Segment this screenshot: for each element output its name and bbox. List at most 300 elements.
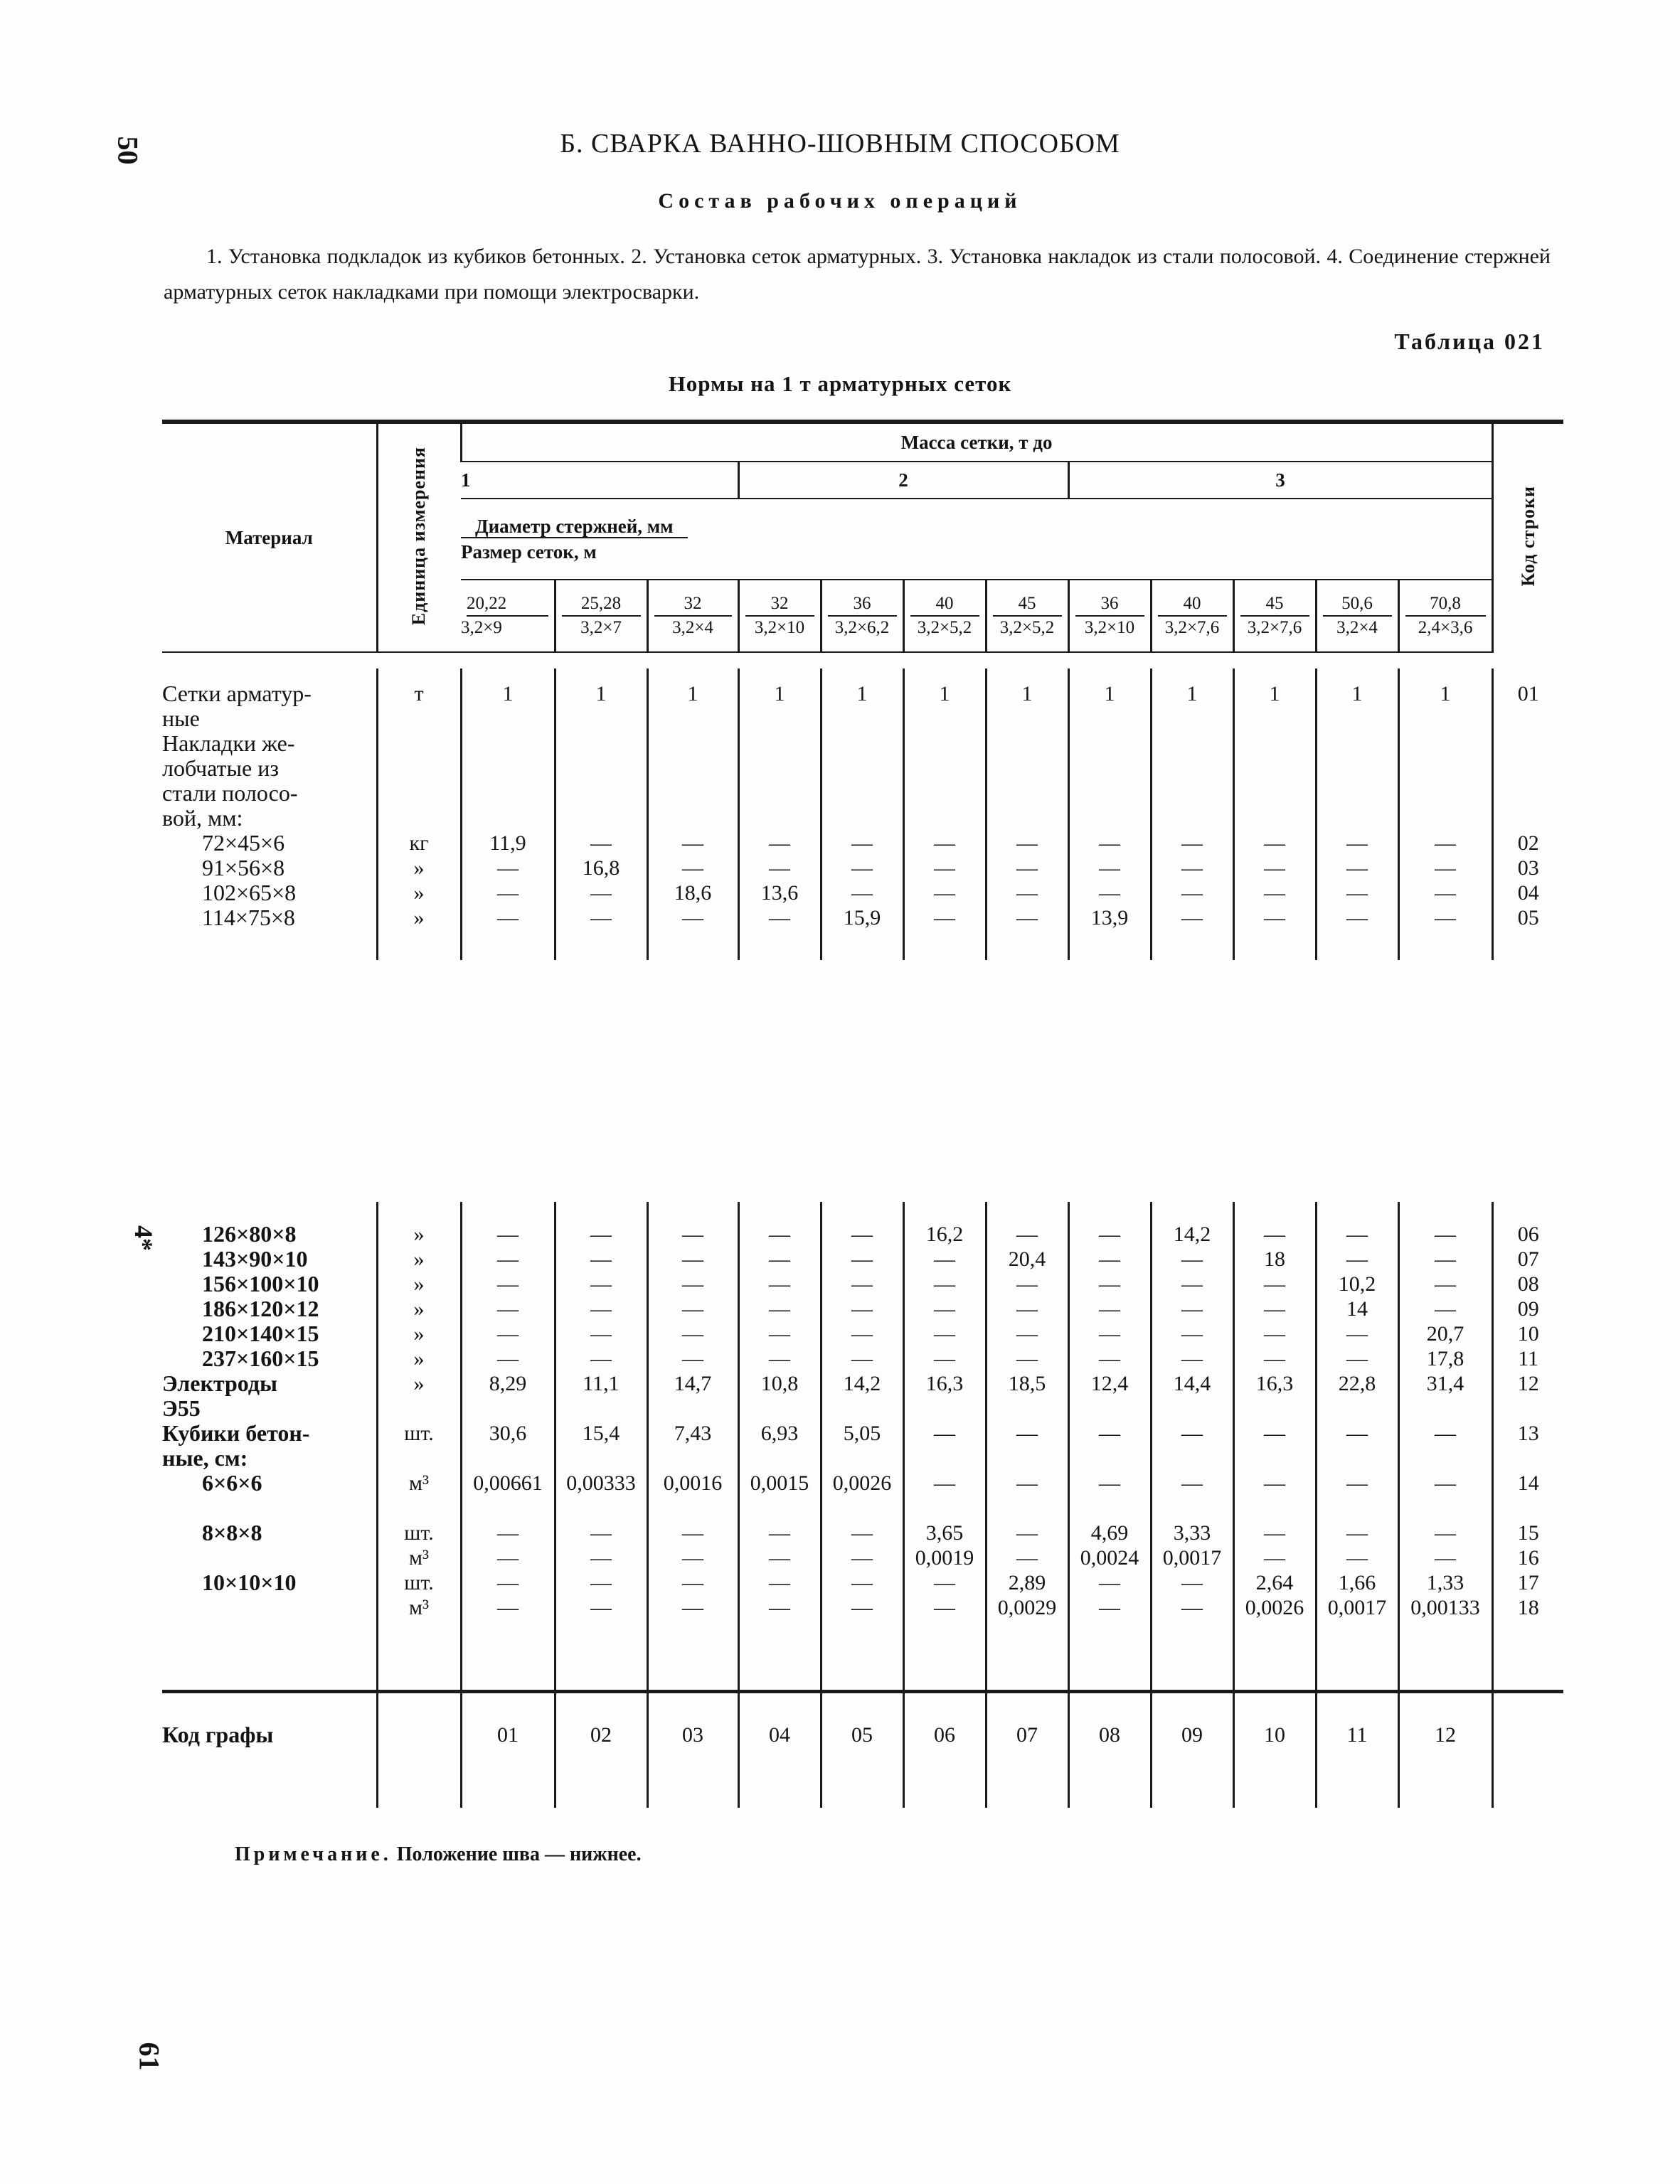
material-line: 156×100×10 xyxy=(202,1271,319,1296)
value-line: — xyxy=(934,1571,955,1594)
value-line: 16,8 xyxy=(582,856,620,880)
header-mass-group-3: 3 xyxy=(1068,462,1492,499)
norms-table-block-2 xyxy=(162,1202,1563,1693)
column-code-11: 11 xyxy=(1316,1693,1398,1808)
value-line: — xyxy=(851,1272,873,1296)
value-line: 15,4 xyxy=(582,1422,620,1445)
value-column-10 xyxy=(1233,668,1316,960)
value-line: — xyxy=(1181,1571,1203,1594)
value-column-8 xyxy=(1068,1202,1151,1692)
value-line: 1 xyxy=(687,682,698,705)
value-line: — xyxy=(497,1247,519,1271)
value-line xyxy=(1400,1396,1492,1421)
header-col-diameter: 45 xyxy=(993,594,1062,617)
value-line: — xyxy=(1181,1471,1203,1495)
value-line: — xyxy=(497,1347,519,1370)
value-line xyxy=(822,1396,903,1421)
value-column-10 xyxy=(1233,1202,1316,1692)
value-line: — xyxy=(1346,1521,1368,1545)
value-line xyxy=(987,1396,1068,1421)
header-col-7 xyxy=(986,580,1068,652)
value-line: 14 xyxy=(1346,1297,1368,1321)
row-code-line: 10 xyxy=(1517,1322,1539,1346)
unit-line xyxy=(378,1396,460,1421)
material-line: 10×10×10 xyxy=(202,1570,297,1595)
material-line: Электроды xyxy=(162,1370,278,1396)
header-col-size: 3,2×7,6 xyxy=(1247,618,1302,637)
value-line: 0,0026 xyxy=(832,1471,892,1495)
header-col-3 xyxy=(647,580,738,652)
material-line: Э55 xyxy=(162,1395,201,1421)
value-line: 8,29 xyxy=(489,1372,527,1395)
value-line xyxy=(649,731,738,756)
unit-line: » xyxy=(413,1347,425,1370)
value-line: 0,0016 xyxy=(663,1471,723,1495)
column-code-row xyxy=(162,1693,1563,1808)
value-line: — xyxy=(1016,1347,1038,1370)
value-line: — xyxy=(1016,1297,1038,1321)
value-line: — xyxy=(1181,1322,1203,1346)
value-line xyxy=(822,781,903,806)
material-line: 237×160×15 xyxy=(202,1346,319,1371)
value-column-7 xyxy=(986,1202,1068,1692)
material-line: 114×75×8 xyxy=(202,905,295,930)
header-mass: Масса сетки, т до xyxy=(461,422,1492,462)
value-column-8 xyxy=(1068,668,1151,960)
value-line: — xyxy=(497,1546,519,1570)
value-line xyxy=(1152,781,1233,806)
unit-line: м³ xyxy=(409,1471,429,1495)
value-line: 14,7 xyxy=(674,1372,712,1395)
value-line: 1 xyxy=(1440,682,1451,705)
value-line xyxy=(1235,731,1315,756)
value-line: 1 xyxy=(856,682,868,705)
value-line: — xyxy=(682,1521,703,1545)
header-material: Материал xyxy=(162,422,377,652)
value-line: — xyxy=(590,906,612,929)
value-line xyxy=(1317,781,1398,806)
material-line: 186×120×12 xyxy=(202,1296,319,1321)
value-line: 3,33 xyxy=(1173,1521,1211,1545)
value-line: — xyxy=(682,1546,703,1570)
header-col-9 xyxy=(1151,580,1233,652)
value-line xyxy=(1317,1396,1398,1421)
value-line: — xyxy=(682,1272,703,1296)
value-line: — xyxy=(590,831,612,855)
column-code-9: 09 xyxy=(1151,1693,1233,1808)
value-line xyxy=(987,806,1068,831)
value-line: 17,8 xyxy=(1426,1347,1464,1370)
value-line: — xyxy=(1435,1422,1456,1445)
header-col-diameter: 25,28 xyxy=(562,594,641,617)
value-line: — xyxy=(851,831,873,855)
value-line: — xyxy=(934,1596,955,1619)
value-line: — xyxy=(934,1322,955,1346)
value-line: — xyxy=(1435,1222,1456,1246)
value-line: — xyxy=(682,1222,703,1246)
value-line xyxy=(740,781,820,806)
header-col-12 xyxy=(1398,580,1492,652)
material-line: Кубики бетон- xyxy=(162,1420,310,1446)
value-line xyxy=(1070,731,1150,756)
value-line: — xyxy=(497,1322,519,1346)
operations-text: 1. Установка подкладок из кубиков бетонных. 2. Установка сеток арматурных. 3. Установка накладок из стали полосовой. 4. Соединение стержней арматурных сеток накладками при помощи электросварки. xyxy=(164,245,1551,304)
value-line xyxy=(556,1496,647,1520)
header-col-diameter: 32 xyxy=(745,594,814,617)
value-column-3 xyxy=(647,668,738,960)
value-line: — xyxy=(590,1322,612,1346)
value-line: — xyxy=(1435,1272,1456,1296)
value-line: 0,00661 xyxy=(473,1471,543,1495)
value-line xyxy=(1235,756,1315,781)
value-line: — xyxy=(1181,1272,1203,1296)
value-line: — xyxy=(934,1471,955,1495)
value-line: 1 xyxy=(774,682,785,705)
value-line: 1 xyxy=(1104,682,1115,705)
header-col-diameter: 32 xyxy=(654,594,732,617)
header-col-size: 2,4×3,6 xyxy=(1418,618,1473,637)
header-col-1 xyxy=(461,580,555,652)
value-line xyxy=(1070,781,1150,806)
value-line: 0,0026 xyxy=(1245,1596,1304,1619)
value-line xyxy=(462,1446,554,1471)
value-line: — xyxy=(1264,831,1285,855)
value-line: — xyxy=(851,1596,873,1619)
value-line: — xyxy=(934,1247,955,1271)
value-line: — xyxy=(682,831,703,855)
unit-line: » xyxy=(413,856,425,880)
row-code-line: 15 xyxy=(1517,1521,1539,1545)
value-line xyxy=(822,756,903,781)
value-line: — xyxy=(497,856,519,880)
value-column-1 xyxy=(461,1202,555,1692)
material-line: 210×140×15 xyxy=(202,1321,319,1346)
value-line xyxy=(740,1396,820,1421)
column-code-12: 12 xyxy=(1398,1693,1492,1808)
value-line: — xyxy=(1016,1521,1038,1545)
value-line: — xyxy=(851,1222,873,1246)
value-line: 0,00133 xyxy=(1410,1596,1480,1619)
value-line: — xyxy=(1264,1222,1285,1246)
value-column-6 xyxy=(903,1202,986,1692)
value-column-11 xyxy=(1316,668,1398,960)
table-caption: Нормы на 1 т арматурных сеток xyxy=(668,371,1012,396)
value-line: 10,2 xyxy=(1338,1272,1376,1296)
value-line: — xyxy=(682,1297,703,1321)
value-line xyxy=(987,731,1068,756)
value-line: — xyxy=(1346,1247,1368,1271)
row-code-line: 08 xyxy=(1517,1272,1539,1296)
value-line xyxy=(1152,1496,1233,1520)
value-line: 22,8 xyxy=(1338,1372,1376,1395)
column-code-2: 02 xyxy=(555,1693,647,1808)
value-line xyxy=(1235,706,1315,731)
value-line xyxy=(1317,806,1398,831)
material-cell xyxy=(162,1202,377,1692)
value-line: — xyxy=(851,1571,873,1594)
value-line xyxy=(740,1446,820,1471)
value-line: — xyxy=(1181,906,1203,929)
row-code-line: 07 xyxy=(1517,1247,1539,1271)
value-line xyxy=(649,756,738,781)
value-line xyxy=(1070,756,1150,781)
value-line: — xyxy=(682,1322,703,1346)
value-line: — xyxy=(682,1596,703,1619)
value-line: — xyxy=(1435,881,1456,905)
unit-line: » xyxy=(413,1372,425,1395)
unit-cell xyxy=(377,668,461,960)
value-line: 0,0017 xyxy=(1327,1596,1387,1619)
value-line: — xyxy=(769,906,790,929)
material-line xyxy=(162,1595,376,1620)
value-line xyxy=(556,706,647,731)
unit-line: шт. xyxy=(404,1521,434,1545)
value-line: — xyxy=(1435,831,1456,855)
value-line: — xyxy=(497,1571,519,1594)
value-line xyxy=(987,1446,1068,1471)
value-line: — xyxy=(851,1322,873,1346)
value-line: — xyxy=(1181,1347,1203,1370)
header-col-diameter: 40 xyxy=(1158,594,1227,617)
value-line xyxy=(1152,1396,1233,1421)
header-mass-group-1: 1 xyxy=(461,462,738,499)
row-code-line: 13 xyxy=(1517,1422,1539,1445)
norms-table-header xyxy=(162,420,1563,653)
value-line: 1 xyxy=(1351,682,1363,705)
value-line: — xyxy=(1346,831,1368,855)
value-line: — xyxy=(1099,1322,1120,1346)
value-line: — xyxy=(934,856,955,880)
section-title: Б. СВАРКА ВАННО-ШОВНЫМ СПОСОБОМ xyxy=(560,129,1120,159)
material-line: Накладки же- xyxy=(162,730,295,756)
value-line xyxy=(1400,1496,1492,1520)
value-line xyxy=(1070,706,1150,731)
value-line xyxy=(1317,706,1398,731)
row-code-line: 06 xyxy=(1517,1222,1539,1246)
value-line: — xyxy=(1099,1471,1120,1495)
value-line: — xyxy=(590,1546,612,1570)
value-line: 5,05 xyxy=(843,1422,881,1445)
row-code-cell xyxy=(1492,668,1563,960)
material-line: 126×80×8 xyxy=(202,1221,297,1247)
header-col-2 xyxy=(555,580,647,652)
row-code-line xyxy=(1494,806,1564,831)
value-line: — xyxy=(1181,881,1203,905)
value-line: 14,4 xyxy=(1173,1372,1211,1395)
value-line: 31,4 xyxy=(1426,1372,1464,1395)
row-code-line: 14 xyxy=(1517,1471,1539,1495)
material-line: вой, мм: xyxy=(162,805,243,831)
value-line xyxy=(822,706,903,731)
value-line: — xyxy=(1181,1297,1203,1321)
row-code-line xyxy=(1494,706,1564,731)
unit-line xyxy=(378,756,460,781)
value-line: 13,9 xyxy=(1090,906,1129,929)
value-line: 15,9 xyxy=(843,906,881,929)
value-line: — xyxy=(1346,1471,1368,1495)
value-line: — xyxy=(497,1272,519,1296)
value-line: 11,9 xyxy=(489,831,526,855)
unit-line: » xyxy=(413,1222,425,1246)
value-line xyxy=(1235,806,1315,831)
value-line xyxy=(905,1396,985,1421)
value-line: 0,0017 xyxy=(1162,1546,1222,1570)
value-line: — xyxy=(1016,1422,1038,1445)
value-line xyxy=(905,1446,985,1471)
value-line: — xyxy=(1346,1222,1368,1246)
value-line: 6,93 xyxy=(760,1422,799,1445)
header-grid-size: Размер сеток, м xyxy=(461,541,597,563)
value-line xyxy=(822,1446,903,1471)
unit-line: » xyxy=(413,1247,425,1271)
row-code-line: 04 xyxy=(1517,881,1539,905)
value-line xyxy=(556,1396,647,1421)
value-line: — xyxy=(1264,1347,1285,1370)
value-line: 4,69 xyxy=(1090,1521,1129,1545)
value-line: 1 xyxy=(1021,682,1033,705)
value-line: — xyxy=(769,1347,790,1370)
value-line xyxy=(462,731,554,756)
value-line: — xyxy=(1264,906,1285,929)
value-column-4 xyxy=(738,1202,821,1692)
value-line: — xyxy=(497,1521,519,1545)
value-line: 11,1 xyxy=(583,1372,620,1395)
value-line: — xyxy=(682,1571,703,1594)
header-diameter: Диаметр стержней, мм xyxy=(461,516,688,538)
value-line: — xyxy=(1435,906,1456,929)
header-col-4 xyxy=(738,580,821,652)
value-line xyxy=(462,806,554,831)
value-line: — xyxy=(1346,1546,1368,1570)
value-line: 0,0019 xyxy=(915,1546,974,1570)
value-line xyxy=(905,756,985,781)
material-line: 8×8×8 xyxy=(202,1520,262,1545)
value-line xyxy=(1070,1446,1150,1471)
footer-unit-cell xyxy=(377,1693,461,1808)
value-line: 1,66 xyxy=(1338,1571,1376,1594)
value-line: — xyxy=(1181,856,1203,880)
value-line xyxy=(462,781,554,806)
value-line: — xyxy=(1346,906,1368,929)
value-line: — xyxy=(590,1571,612,1594)
value-line: — xyxy=(497,1596,519,1619)
unit-line: » xyxy=(413,906,425,929)
value-line: — xyxy=(851,1247,873,1271)
value-line: — xyxy=(769,1546,790,1570)
value-line: — xyxy=(1016,881,1038,905)
column-code-6: 06 xyxy=(903,1693,986,1808)
value-line: 13,6 xyxy=(760,881,799,905)
operations-title: Состав рабочих операций xyxy=(658,189,1022,213)
value-line: — xyxy=(1264,1297,1285,1321)
value-line xyxy=(1152,1446,1233,1471)
value-line: — xyxy=(1264,881,1285,905)
value-line: — xyxy=(1099,1222,1120,1246)
value-line: — xyxy=(1264,1422,1285,1445)
value-line xyxy=(649,1396,738,1421)
value-line: — xyxy=(1099,831,1120,855)
value-line: 30,6 xyxy=(489,1422,527,1445)
unit-line xyxy=(378,781,460,806)
value-line xyxy=(740,1496,820,1520)
value-line xyxy=(1235,1396,1315,1421)
unit-line: » xyxy=(413,1297,425,1321)
value-line: 0,0029 xyxy=(997,1596,1057,1619)
unit-line: кг xyxy=(409,831,429,855)
value-line: — xyxy=(1016,1546,1038,1570)
material-line xyxy=(162,1545,376,1570)
value-line: — xyxy=(1264,1521,1285,1545)
row-code-line: 02 xyxy=(1517,831,1539,855)
value-line: — xyxy=(1181,1422,1203,1445)
value-line xyxy=(462,706,554,731)
header-col-diameter: 70,8 xyxy=(1405,594,1486,617)
value-line: — xyxy=(769,1272,790,1296)
row-code-line: 03 xyxy=(1517,856,1539,880)
material-line: ные, см: xyxy=(162,1445,248,1471)
value-line: — xyxy=(769,1297,790,1321)
value-line: 0,0015 xyxy=(750,1471,809,1495)
header-col-diameter: 45 xyxy=(1240,594,1309,617)
header-col-8 xyxy=(1068,580,1151,652)
value-line: 16,3 xyxy=(1255,1372,1294,1395)
value-line: — xyxy=(1346,1322,1368,1346)
value-line: — xyxy=(1099,856,1120,880)
value-line: — xyxy=(497,881,519,905)
value-line: — xyxy=(1181,1596,1203,1619)
value-line: — xyxy=(1016,1471,1038,1495)
material-line: стали полосо- xyxy=(162,780,298,806)
value-line: — xyxy=(769,831,790,855)
value-line xyxy=(1317,1496,1398,1520)
value-line xyxy=(822,731,903,756)
unit-line: т xyxy=(414,682,424,705)
value-line: — xyxy=(851,1297,873,1321)
value-line xyxy=(649,806,738,831)
value-line: 18,6 xyxy=(674,881,712,905)
unit-line xyxy=(378,731,460,756)
value-line: 3,65 xyxy=(925,1521,964,1545)
header-col-11 xyxy=(1316,580,1398,652)
value-column-12 xyxy=(1398,668,1492,960)
value-line: — xyxy=(769,1521,790,1545)
value-line: — xyxy=(682,1247,703,1271)
value-line xyxy=(649,1446,738,1471)
footer-code-cell xyxy=(1492,1693,1563,1808)
value-line: — xyxy=(497,906,519,929)
material-line: 143×90×10 xyxy=(202,1246,308,1272)
value-line xyxy=(1400,756,1492,781)
column-code-10: 10 xyxy=(1233,1693,1316,1808)
value-line: — xyxy=(1099,881,1120,905)
value-line xyxy=(649,706,738,731)
value-column-7 xyxy=(986,668,1068,960)
value-line: — xyxy=(1264,856,1285,880)
value-column-5 xyxy=(821,668,903,960)
value-line: — xyxy=(682,1347,703,1370)
value-line xyxy=(556,806,647,831)
material-line: 91×56×8 xyxy=(202,855,285,880)
value-line: — xyxy=(1435,1521,1456,1545)
value-line: 20,7 xyxy=(1426,1322,1464,1346)
header-col-6 xyxy=(903,580,986,652)
value-line xyxy=(1235,1446,1315,1471)
value-line: — xyxy=(1099,1571,1120,1594)
value-line xyxy=(462,1496,554,1520)
column-code-1: 01 xyxy=(461,1693,555,1808)
header-diameter-size xyxy=(461,499,1492,580)
value-line: — xyxy=(1435,1471,1456,1495)
